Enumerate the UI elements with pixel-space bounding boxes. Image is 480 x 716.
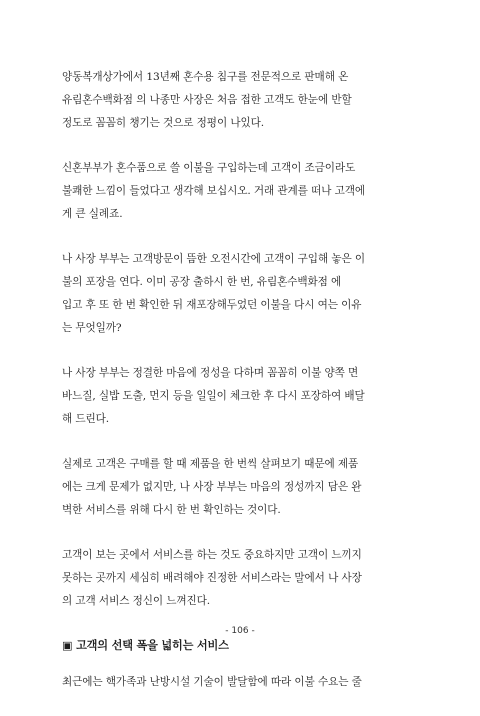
paragraph-line: 나 사장 부부는 정결한 마음에 정성을 다하며 꼼꼼히 이불 양쪽 면 [62, 367, 359, 379]
paragraph-line: 게 큰 실례죠. [62, 208, 123, 220]
paragraph-line: 최근에는 핵가족과 난방시설 기술이 발달함에 따라 이불 수요는 줄 [62, 676, 362, 688]
paragraph-7 [62, 671, 418, 694]
paragraph-line: 유림혼수백화점 의 나종만 사장은 처음 접한 고객도 한눈에 반할 [62, 94, 352, 106]
paragraph-6 [62, 544, 418, 613]
section-heading: ▣ 고객의 선택 폭을 넓히는 서비스 [62, 639, 229, 652]
paragraph-4 [62, 362, 418, 431]
page-body [62, 66, 418, 716]
paragraph-line: 불쾌한 느낌이 들었다고 생각해 보십시오. 거래 관계를 떠나 고객에 [62, 185, 366, 197]
paragraph-line: 고객이 보는 곳에서 서비스를 하는 것도 중요하지만 고객이 느끼지 [62, 549, 362, 561]
paragraph-line: 불의 포장을 연다. 이미 공장 출하시 한 번, 유림혼수백화점 에 [62, 276, 342, 288]
paragraph-1 [62, 66, 418, 135]
paragraph-line: 의 고객 서비스 정신이 느껴진다. [62, 595, 211, 607]
paragraph-5 [62, 453, 418, 522]
paragraph-line: 양동복개상가에서 13년째 혼수용 침구를 전문적으로 판매해 온 [62, 71, 349, 83]
paragraph-line: 벽한 서비스를 위해 다시 한 번 확인하는 것이다. [62, 504, 281, 516]
paragraph-line: 는 무엇일까? [62, 322, 122, 334]
paragraph-line: 바느질, 실밥 도출, 먼지 등을 일일이 체크한 후 다시 포장하여 배달 [62, 390, 365, 402]
paragraph-line: 실제로 고객은 구매를 할 때 제품을 한 번씩 살펴보기 때문에 제품 [62, 458, 359, 470]
paragraph-line: 나 사장 부부는 고객방문이 뜸한 오전시간에 고객이 구입해 놓은 이 [62, 253, 366, 265]
page-number: - 106 - [225, 626, 255, 636]
paragraph-3 [62, 248, 418, 340]
paragraph-line: 해 드린다. [62, 413, 110, 425]
paragraph-line: 에는 크게 문제가 없지만, 나 사장 부부는 마음의 정성까지 담은 완 [62, 481, 362, 493]
paragraph-line: 신혼부부가 혼수품으로 쓸 이불을 구입하는데 고객이 조금이라도 [62, 162, 356, 174]
paragraph-line: 정도로 꼼꼼히 챙기는 것으로 정평이 나있다. [62, 117, 265, 129]
paragraph-line: 못하는 곳까지 세심히 배려해야 진정한 서비스라는 말에서 나 사장 [62, 572, 362, 584]
paragraph-line: 입고 후 또 한 번 확인한 뒤 재포장해두었던 이불을 다시 여는 이유 [62, 299, 362, 311]
paragraph-2 [62, 157, 418, 226]
